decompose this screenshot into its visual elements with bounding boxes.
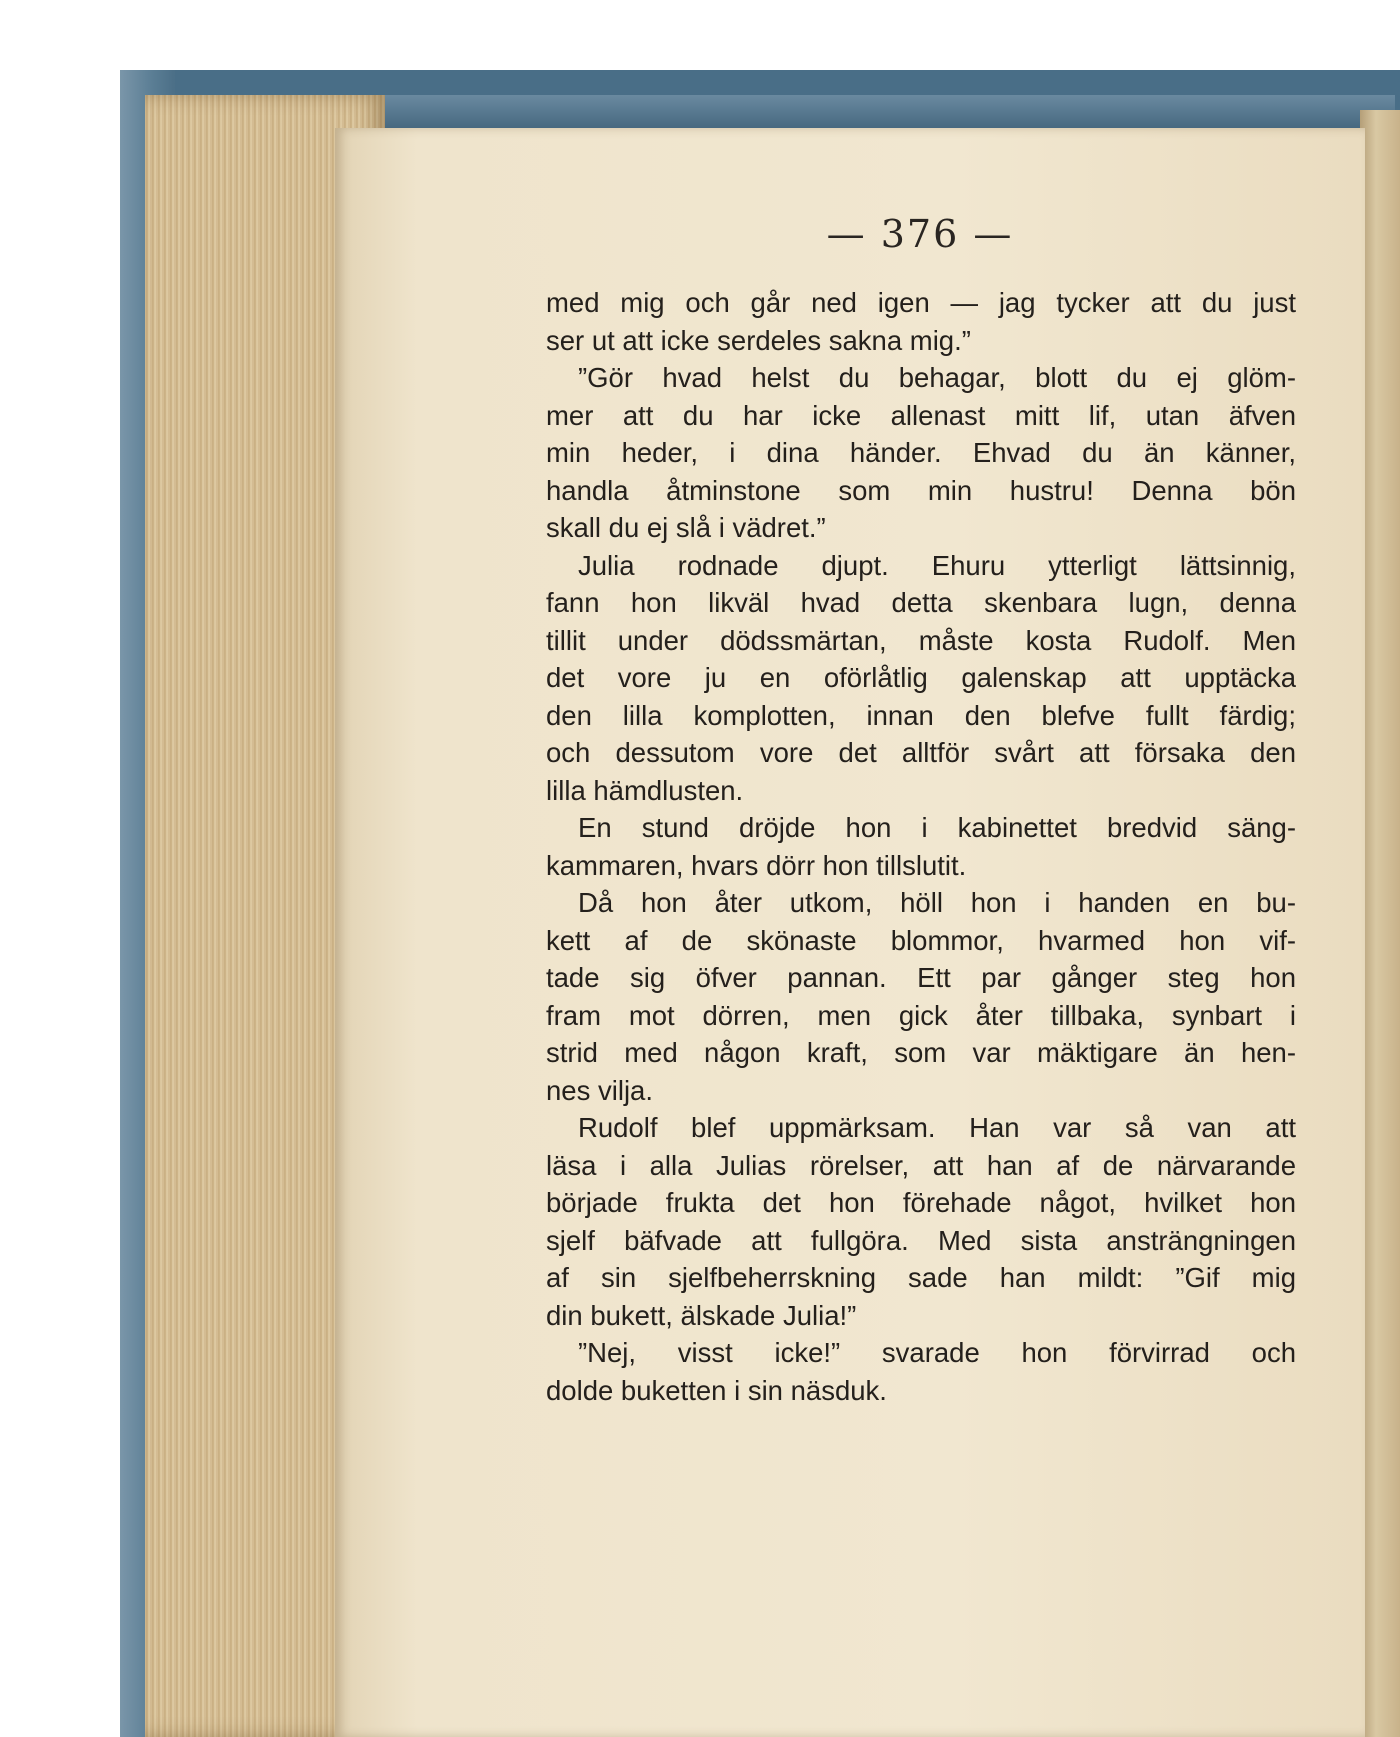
text-line: handla åtminstone som min hustru! Denna bön <box>546 474 1296 506</box>
text-line: den lilla komplotten, innan den blefve fullt färdig; <box>546 699 1296 731</box>
text-line: tillit under dödssmärtan, måste kosta Rudolf. Men <box>546 624 1296 656</box>
text-line: fram mot dörren, men gick åter tillbaka, synbart i <box>546 999 1296 1031</box>
text-line: dolde buketten i sin näsduk. <box>546 1374 887 1406</box>
text-line: kett af de skönaste blommor, hvarmed hon vif- <box>546 924 1296 956</box>
text-line: började frukta det hon förehade något, hvilket hon <box>546 1187 1296 1218</box>
text-line: mer att du har icke allenast mitt lif, utan äfven <box>546 399 1296 431</box>
text-line: min heder, i dina händer. Ehvad du än känner, <box>546 437 1296 468</box>
text-line: ”Gör hvad helst du behagar, blott du ej glöm- <box>578 362 1296 393</box>
text-line: af sin sjelfbeherrskning sade han mildt: ”Gif mig <box>546 1262 1296 1293</box>
text-line: En stund dröjde hon i kabinettet bredvid säng- <box>578 812 1296 843</box>
text-line: det vore ju en oförlåtlig galenskap att upptäcka <box>546 662 1296 693</box>
text-line: Rudolf blef uppmärksam. Han var så van att <box>578 1112 1296 1143</box>
text-line: din bukett, älskade Julia!” <box>546 1299 857 1331</box>
text-line: fann hon likväl hvad detta skenbara lugn, denna <box>546 587 1296 618</box>
text-line: Julia rodnade djupt. Ehuru ytterligt lättsinnig, <box>578 549 1296 581</box>
book-gutter <box>1360 110 1400 1737</box>
text-line: och dessutom vore det alltför svårt att försaka den <box>546 737 1296 768</box>
text-line: strid med någon kraft, som var mäktigare än hen- <box>546 1037 1296 1068</box>
text-line: skall du ej slå i vädret.” <box>546 512 826 543</box>
text-line: ”Nej, visst icke!” svarade hon förvirrad och <box>578 1337 1296 1368</box>
page-text <box>546 284 1296 1409</box>
text-line: lilla hämdlusten. <box>546 774 744 806</box>
page-number: — 376 — <box>826 212 1014 256</box>
text-line: kammaren, hvars dörr hon tillslutit. <box>546 849 967 881</box>
text-line: ser ut att icke serdeles sakna mig.” <box>546 324 971 356</box>
text-line: sjelf bäfvade att fullgöra. Med sista ansträngningen <box>546 1224 1296 1256</box>
text-line: nes vilja. <box>546 1074 653 1106</box>
text-line: läsa i alla Julias rörelser, att han af de närvarande <box>546 1149 1296 1181</box>
text-line: Då hon åter utkom, höll hon i handen en bu- <box>578 887 1296 918</box>
text-line: med mig och går ned igen — jag tycker att du just <box>546 287 1296 318</box>
text-line: tade sig öfver pannan. Ett par gånger steg hon <box>546 962 1296 993</box>
